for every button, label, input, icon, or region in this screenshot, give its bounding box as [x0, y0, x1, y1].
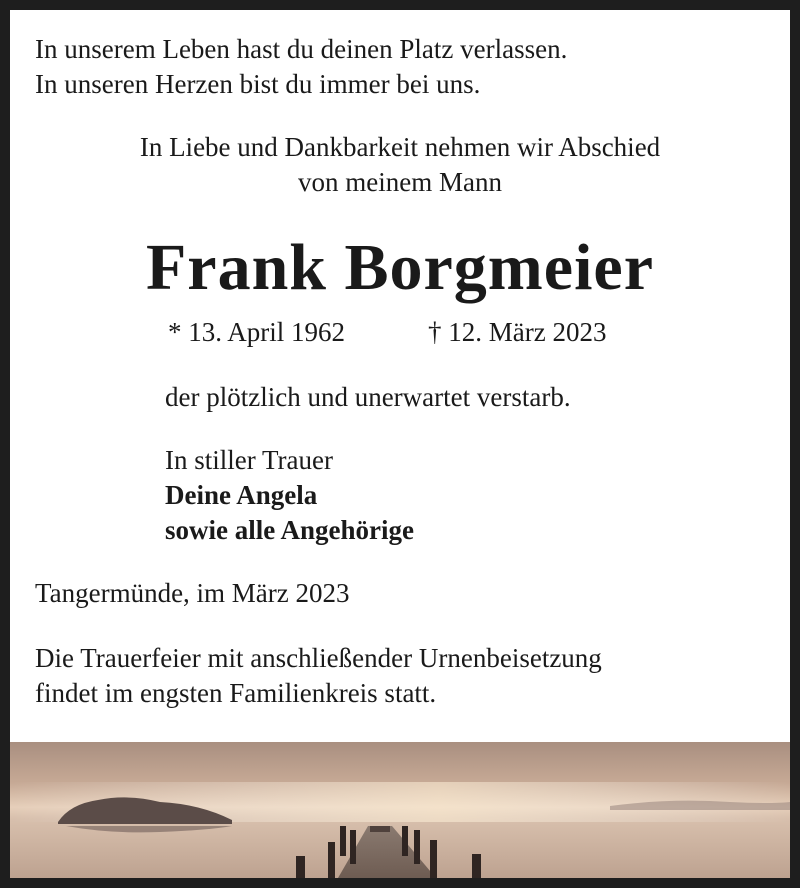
mourner-relatives: sowie alle Angehörige: [165, 515, 414, 545]
birth-date: * 13. April 1962: [168, 317, 346, 347]
intro-line-1: In Liebe und Dankbarkeit nehmen wir Abschied: [139, 132, 661, 162]
verse-line-2: In unseren Herzen bist du immer bei uns.: [35, 69, 481, 99]
deceased-name: Frank Borgmeier: [145, 231, 655, 304]
mourner-name: Deine Angela: [165, 480, 318, 510]
funeral-note-line-1: Die Trauerfeier mit anschließender Urnenbeisetzung: [35, 643, 602, 673]
circumstance-line: der plötzlich und unerwartet verstarb.: [165, 382, 571, 412]
mourners-intro: In stiller Trauer: [165, 445, 333, 475]
place-date: Tangermünde, im März 2023: [35, 578, 350, 608]
verse-line-1: In unserem Leben hast du deinen Platz verlassen.: [35, 34, 568, 64]
funeral-note-line-2: findet im engsten Familienkreis statt.: [35, 678, 437, 708]
death-date: † 12. März 2023: [428, 317, 607, 347]
obituary-notice: [10, 10, 790, 878]
lake-jetty-image: [10, 742, 790, 878]
intro-line-2: von meinem Mann: [298, 167, 502, 197]
